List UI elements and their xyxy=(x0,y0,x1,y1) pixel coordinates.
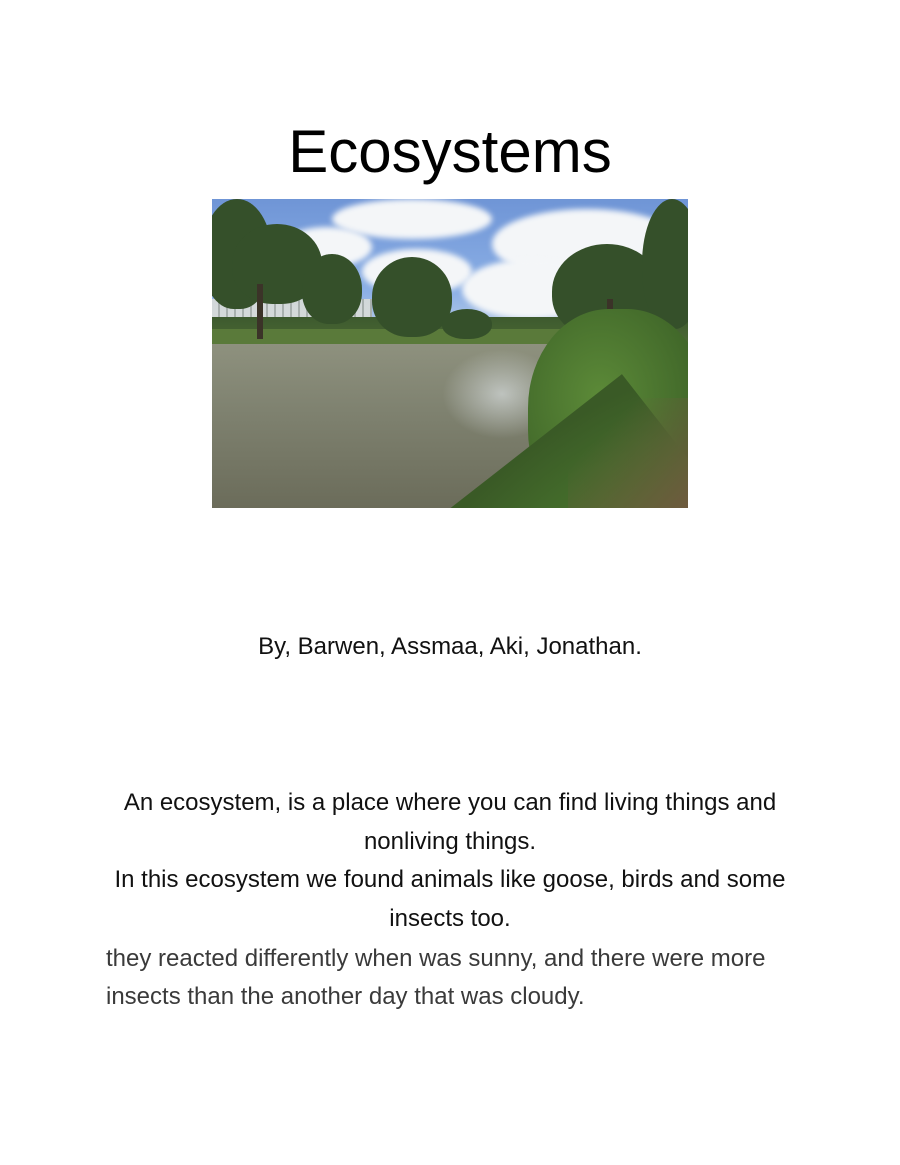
intro-paragraphs xyxy=(100,784,800,938)
document-title: Ecosystems xyxy=(288,118,612,185)
definition-paragraph: An ecosystem, is a place where you can find living things and nonliving things. xyxy=(123,789,777,855)
observation-paragraph: they reacted differently when was sunny, and there were more insects than the another day that was cloudy. xyxy=(106,945,766,1010)
observation-section xyxy=(106,940,806,1016)
river-ecosystem-photo xyxy=(212,199,688,508)
animals-paragraph: In this ecosystem we found animals like goose, birds and some insects too. xyxy=(114,866,786,932)
authors-byline: By, Barwen, Assmaa, Aki, Jonathan. xyxy=(258,633,642,660)
